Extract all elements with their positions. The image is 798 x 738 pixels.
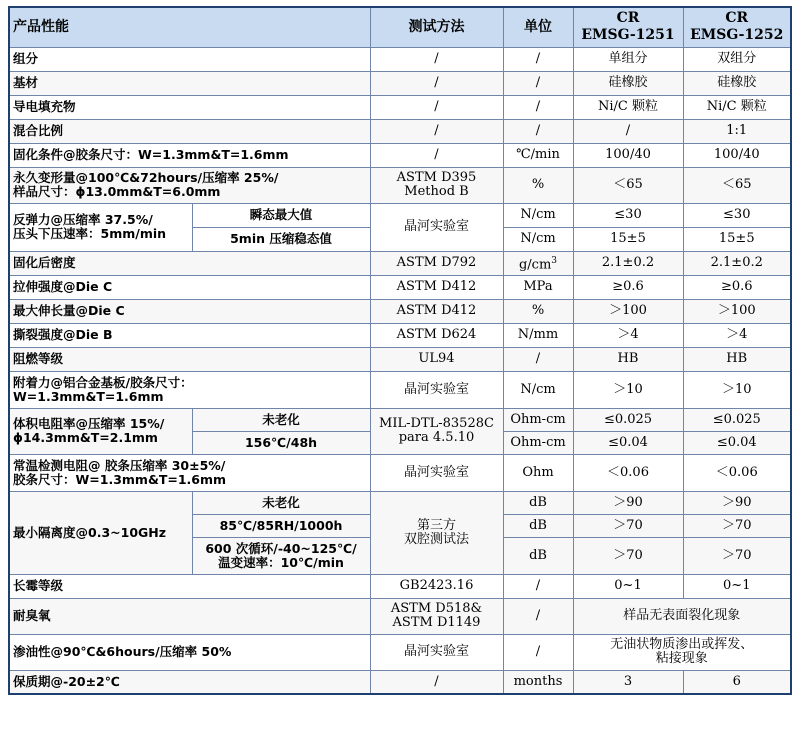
- row-label: 保质期@-20±2℃: [9, 670, 370, 694]
- row-tear: [9, 323, 791, 347]
- row-compression-set: [9, 167, 791, 203]
- test-method: /: [370, 95, 503, 119]
- spec-table-container: [8, 6, 792, 695]
- row-label: 常温检测电阻@ 胶条压缩率 30±5%/ 胶条尺寸：W=1.3mm&T=1.6mm: [9, 454, 370, 491]
- value-1251: ＞70: [573, 537, 683, 574]
- test-method: GB2423.16: [370, 574, 503, 598]
- test-method: /: [370, 47, 503, 71]
- value-1252: HB: [683, 347, 791, 371]
- unit: %: [503, 167, 573, 203]
- row-label: 混合比例: [9, 119, 370, 143]
- value-1251: Ni/C 颗粒: [573, 95, 683, 119]
- unit: Ohm-cm: [503, 408, 573, 431]
- row-label: 基材: [9, 71, 370, 95]
- test-method: ASTM D518& ASTM D1149: [370, 598, 503, 634]
- row-tensile: [9, 275, 791, 299]
- row-contact-resistance: [9, 454, 791, 491]
- row-label: 附着力@铝合金基板/胶条尺寸： W=1.3mm&T=1.6mm: [9, 371, 370, 408]
- value-1252: ＞90: [683, 491, 791, 514]
- row-label: 最大伸长量@Die C: [9, 299, 370, 323]
- row-label: 长霉等级: [9, 574, 370, 598]
- value-1251: 3: [573, 670, 683, 694]
- value-1252: ≤0.04: [683, 431, 791, 454]
- row-filler: [9, 95, 791, 119]
- test-method: UL94: [370, 347, 503, 371]
- test-method: /: [370, 119, 503, 143]
- row-shelf-life: [9, 670, 791, 694]
- header-method: 测试方法: [370, 7, 503, 47]
- value-1252: ＞100: [683, 299, 791, 323]
- value-1251: 0~1: [573, 574, 683, 598]
- row-label: 撕裂强度@Die B: [9, 323, 370, 347]
- unit: Ohm-cm: [503, 431, 573, 454]
- value-1251: 单组分: [573, 47, 683, 71]
- row-label: 导电填充物: [9, 95, 370, 119]
- row-volume-resistivity-unaged: [9, 408, 791, 431]
- row-label: 最小隔离度@0.3~10GHz: [9, 491, 192, 574]
- value-1251: ＞90: [573, 491, 683, 514]
- sub-label: 瞬态最大值: [192, 203, 370, 227]
- test-method: /: [370, 71, 503, 95]
- value-1252: 100/40: [683, 143, 791, 167]
- value-1251: /: [573, 119, 683, 143]
- unit: dB: [503, 514, 573, 537]
- unit: N/cm: [503, 227, 573, 251]
- value-1252: 硅橡胶: [683, 71, 791, 95]
- unit: /: [503, 47, 573, 71]
- spec-table: [8, 6, 792, 695]
- header-unit: 单位: [503, 7, 573, 47]
- row-substrate: [9, 71, 791, 95]
- row-density: [9, 251, 791, 275]
- value-1251: ≤0.025: [573, 408, 683, 431]
- unit: /: [503, 119, 573, 143]
- value-1251: ＜65: [573, 167, 683, 203]
- value-1251: ≤0.04: [573, 431, 683, 454]
- unit: MPa: [503, 275, 573, 299]
- row-label: 组分: [9, 47, 370, 71]
- header-product-1252: CR EMSG-1252: [683, 7, 791, 47]
- sub-label: 600 次循环/-40~125℃/ 温变速率：10℃/min: [192, 537, 370, 574]
- value-shared: 样品无表面裂化现象: [573, 598, 791, 634]
- test-method: ASTM D395 Method B: [370, 167, 503, 203]
- row-label: 固化后密度: [9, 251, 370, 275]
- value-1252: 6: [683, 670, 791, 694]
- value-1252: ＜65: [683, 167, 791, 203]
- value-1251: 100/40: [573, 143, 683, 167]
- value-1252: ＜0.06: [683, 454, 791, 491]
- row-cure: [9, 143, 791, 167]
- value-1252: Ni/C 颗粒: [683, 95, 791, 119]
- unit: N/cm: [503, 371, 573, 408]
- row-component: [9, 47, 791, 71]
- sub-label: 5min 压缩稳态值: [192, 227, 370, 251]
- unit: N/cm: [503, 203, 573, 227]
- unit: /: [503, 574, 573, 598]
- value-1252: ＞10: [683, 371, 791, 408]
- value-1251: 15±5: [573, 227, 683, 251]
- test-method: 晶河实验室: [370, 454, 503, 491]
- header-product-1251: CR EMSG-1251: [573, 7, 683, 47]
- value-shared: 无油状物质渗出或挥发、 粘接现象: [573, 634, 791, 670]
- row-elongation: [9, 299, 791, 323]
- test-method: /: [370, 143, 503, 167]
- row-oil-bleed: [9, 634, 791, 670]
- value-1252: ＞4: [683, 323, 791, 347]
- unit: /: [503, 598, 573, 634]
- test-method: 第三方 双腔测试法: [370, 491, 503, 574]
- test-method: 晶河实验室: [370, 371, 503, 408]
- unit: months: [503, 670, 573, 694]
- row-label: 拉伸强度@Die C: [9, 275, 370, 299]
- row-shielding-unaged: [9, 491, 791, 514]
- sub-label: 未老化: [192, 491, 370, 514]
- unit: /: [503, 71, 573, 95]
- unit: /: [503, 634, 573, 670]
- value-1252: ≥0.6: [683, 275, 791, 299]
- value-1251: ＞10: [573, 371, 683, 408]
- row-mold: [9, 574, 791, 598]
- value-1251: ＞100: [573, 299, 683, 323]
- value-1251: HB: [573, 347, 683, 371]
- value-1252: ≤30: [683, 203, 791, 227]
- unit: dB: [503, 537, 573, 574]
- test-method: ASTM D624: [370, 323, 503, 347]
- row-label: 反弹力@压缩率 37.5%/ 压头下压速率：5mm/min: [9, 203, 192, 251]
- value-1252: 2.1±0.2: [683, 251, 791, 275]
- row-label: 体积电阻率@压缩率 15%/ ϕ14.3mm&T=2.1mm: [9, 408, 192, 454]
- test-method: MIL-DTL-83528C para 4.5.10: [370, 408, 503, 454]
- row-label: 渗油性@90℃&6hours/压缩率 50%: [9, 634, 370, 670]
- unit: ℃/min: [503, 143, 573, 167]
- value-1251: 2.1±0.2: [573, 251, 683, 275]
- unit: /: [503, 347, 573, 371]
- sub-label: 未老化: [192, 408, 370, 431]
- value-1252: 1:1: [683, 119, 791, 143]
- test-method: /: [370, 670, 503, 694]
- value-1251: ≥0.6: [573, 275, 683, 299]
- sub-label: 156℃/48h: [192, 431, 370, 454]
- row-rebound-max: [9, 203, 791, 227]
- row-label: 固化条件@胶条尺寸：W=1.3mm&T=1.6mm: [9, 143, 370, 167]
- unit: N/mm: [503, 323, 573, 347]
- unit: /: [503, 95, 573, 119]
- header-property: 产品性能: [9, 7, 370, 47]
- value-1251: ＞70: [573, 514, 683, 537]
- row-flame: [9, 347, 791, 371]
- value-1252: 0~1: [683, 574, 791, 598]
- test-method: 晶河实验室: [370, 203, 503, 251]
- test-method: ASTM D412: [370, 299, 503, 323]
- row-mix-ratio: [9, 119, 791, 143]
- unit: dB: [503, 491, 573, 514]
- value-1251: ≤30: [573, 203, 683, 227]
- unit: Ohm: [503, 454, 573, 491]
- unit: %: [503, 299, 573, 323]
- row-adhesion: [9, 371, 791, 408]
- value-1251: ＞4: [573, 323, 683, 347]
- row-label: 阻燃等级: [9, 347, 370, 371]
- test-method: 晶河实验室: [370, 634, 503, 670]
- test-method: ASTM D412: [370, 275, 503, 299]
- value-1252: ＞70: [683, 537, 791, 574]
- header-row: [9, 7, 791, 47]
- value-1251: ＜0.06: [573, 454, 683, 491]
- value-1252: ≤0.025: [683, 408, 791, 431]
- value-1252: 15±5: [683, 227, 791, 251]
- value-1252: ＞70: [683, 514, 791, 537]
- sub-label: 85℃/85RH/1000h: [192, 514, 370, 537]
- row-ozone: [9, 598, 791, 634]
- test-method: ASTM D792: [370, 251, 503, 275]
- unit: $g/cm^3$: [503, 251, 573, 275]
- row-label: 耐臭氧: [9, 598, 370, 634]
- value-1252: 双组分: [683, 47, 791, 71]
- value-1251: 硅橡胶: [573, 71, 683, 95]
- row-label: 永久变形量@100℃&72hours/压缩率 25%/ 样品尺寸：ϕ13.0mm&T=6.0mm: [9, 167, 370, 203]
